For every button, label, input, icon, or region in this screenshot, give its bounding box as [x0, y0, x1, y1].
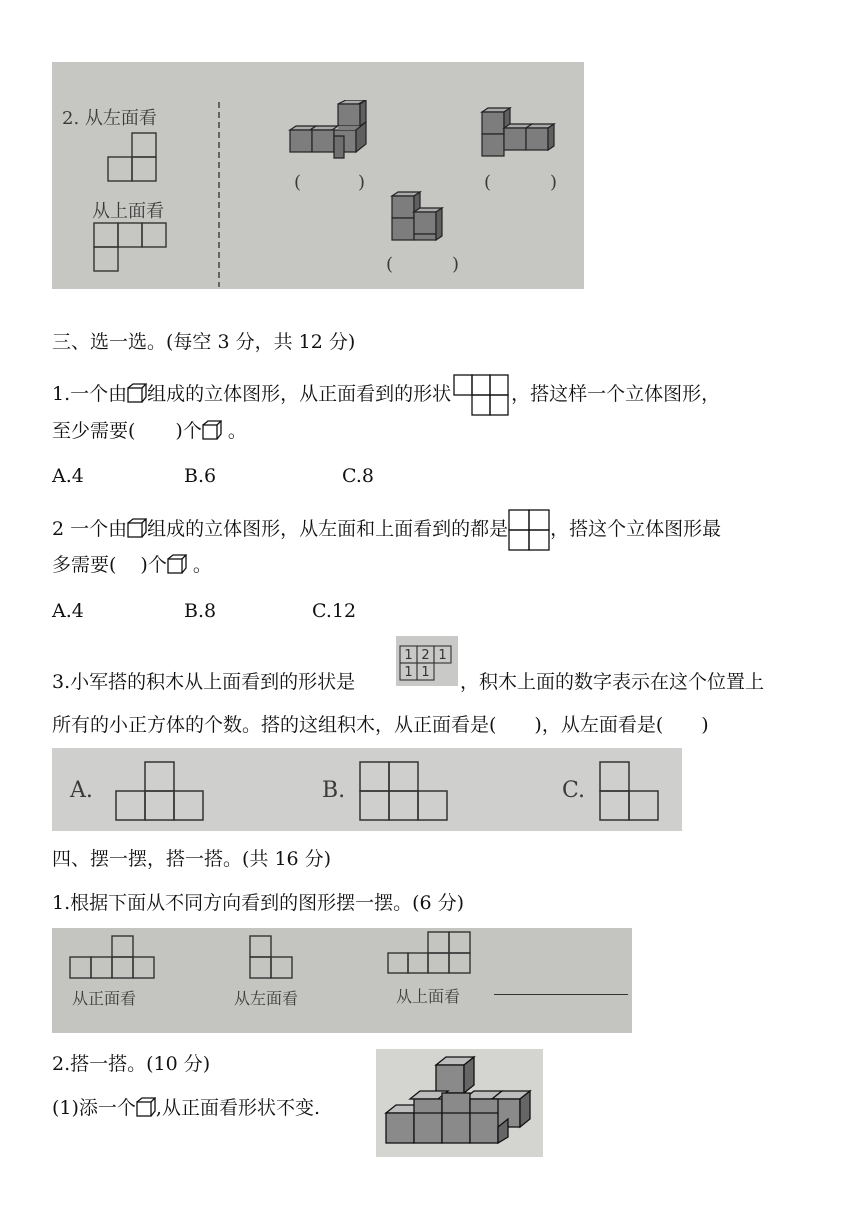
choice-b-label[interactable]: B.	[322, 778, 346, 803]
dashed-divider	[216, 102, 222, 287]
q1-text-e: )个	[175, 420, 202, 442]
paren-2-right: )	[550, 172, 558, 193]
answer-line[interactable]	[494, 994, 628, 995]
q2-text-e: )个	[140, 554, 167, 576]
cube-figure-1	[288, 100, 372, 166]
q2-text-a: 2 一个由	[52, 518, 128, 540]
grid-number: 2	[421, 648, 430, 663]
q2-text-d: 多需要(	[52, 554, 117, 576]
q1-text-f: 。	[227, 420, 247, 442]
q1-option-b[interactable]: B.6	[184, 465, 217, 487]
front-view-label: 从正面看	[72, 989, 137, 1008]
q1-text-b: 组成的立体图形，从正面看到的形状	[147, 383, 452, 405]
front-view-grid-icon	[453, 374, 509, 418]
s4-q2-1-text-b: ,从正面看形状不变.	[155, 1097, 321, 1119]
s4-q2-1-line	[52, 1096, 320, 1120]
s4-q2-text: 2.搭一搭。(10 分)	[52, 1053, 211, 1075]
paren-1-right: )	[358, 172, 366, 193]
s4-q1-text: 1.根据下面从不同方向看到的图形摆一摆。(6 分)	[52, 892, 465, 914]
cube-structure	[382, 1053, 538, 1153]
grid-number: 1	[404, 648, 413, 663]
top-view-label: 从上面看	[396, 987, 461, 1006]
q2-text-f: 。	[192, 554, 212, 576]
q3-line-1a: 3.小军搭的积木从上面看到的形状是	[52, 671, 356, 693]
q3-line-2: 所有的小正方体的个数。搭的这组积木，从正面看是( )，从左面看是( )	[52, 714, 709, 736]
top-view-shape	[92, 222, 168, 272]
choice-b-shape[interactable]	[358, 760, 450, 824]
section-3-title: 三、选一选。(每空 3 分，共 12 分)	[52, 331, 356, 353]
q2-option-c[interactable]: C.12	[312, 600, 357, 622]
grid-number: 1	[421, 665, 430, 680]
choice-a-label[interactable]: A.	[70, 778, 93, 803]
views-photo	[52, 928, 632, 1033]
q1-option-c[interactable]: C.8	[342, 465, 374, 487]
q2-option-a[interactable]: A.4	[52, 600, 84, 622]
cube-icon	[167, 554, 187, 574]
cube-icon	[127, 518, 147, 538]
left-view-label: 从左面看	[234, 989, 299, 1008]
paren-3-left: (	[386, 254, 394, 275]
left-view-shape-2	[248, 934, 294, 980]
q1-text-a: 1.一个由	[52, 383, 128, 405]
q2-option-b[interactable]: B.8	[184, 600, 217, 622]
photo1-top-label: 从上面看	[92, 201, 164, 222]
q2-text-c: ，搭这个立体图形最	[550, 518, 722, 540]
q1-text-d: 至少需要(	[52, 420, 136, 442]
section-4-title: 四、摆一摆，搭一搭。(共 16 分)	[52, 848, 332, 870]
q1-line-2	[52, 419, 247, 443]
q2-text-b: 组成的立体图形，从左面和上面看到的都是	[147, 518, 509, 540]
square-grid-icon	[508, 509, 550, 551]
q1-text-c: ，搭这样一个立体图形，	[511, 383, 721, 405]
s4-q2-1-text-a: (1)添一个	[52, 1097, 136, 1119]
left-view-shape	[106, 132, 158, 182]
q2-line-1	[52, 509, 721, 551]
q2-line-2	[52, 553, 212, 577]
photo1-question-label: 2. 从左面看	[62, 108, 157, 129]
grid-number: 1	[404, 665, 413, 680]
cube-icon	[202, 420, 222, 440]
top-view-number-grid	[396, 636, 458, 686]
cube-structure-photo	[376, 1049, 543, 1157]
front-view-shape	[68, 934, 158, 980]
cube-figure-2	[480, 106, 572, 162]
cube-icon	[127, 383, 147, 403]
choice-c-label[interactable]: C.	[562, 778, 586, 803]
paren-3-right: )	[452, 254, 460, 275]
q1-line-1	[52, 374, 720, 418]
grid-number: 1	[438, 648, 447, 663]
top-view-shape-2	[386, 930, 494, 976]
q3-line-1b: ，积木上面的数字表示在这个位置上	[460, 671, 765, 693]
choice-c-shape[interactable]	[598, 760, 662, 824]
paren-2-left: (	[484, 172, 492, 193]
cube-figure-3	[390, 190, 460, 250]
paren-1-left: (	[294, 172, 302, 193]
choice-a-shape[interactable]	[114, 760, 206, 824]
q3-choices-photo	[52, 748, 682, 831]
cube-icon	[136, 1097, 156, 1117]
photo-question-2	[52, 62, 584, 289]
q1-option-a[interactable]: A.4	[52, 465, 84, 487]
